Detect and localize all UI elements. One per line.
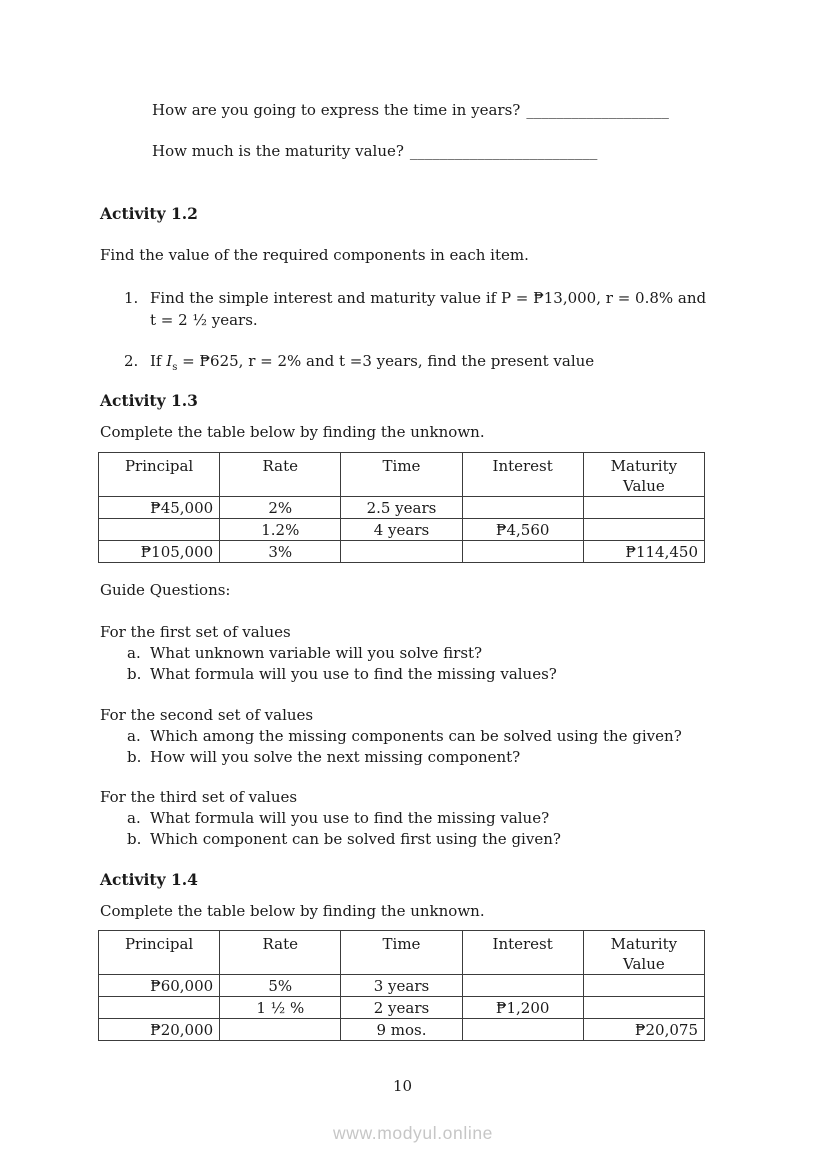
guide-subitem	[127, 829, 707, 850]
cell-time: 3 years	[341, 975, 462, 997]
col-header-maturity-value	[583, 453, 704, 497]
cell-maturity	[583, 497, 704, 519]
subitem-text: What formula will you use to find the missing value?	[150, 809, 550, 827]
table-row	[99, 519, 705, 541]
table-header-row	[99, 453, 705, 497]
cell-rate: 1 ½ %	[220, 997, 341, 1019]
cell-time: 4 years	[341, 519, 462, 541]
cell-maturity: ₱20,075	[583, 1019, 704, 1041]
variable-symbol: I	[166, 352, 173, 370]
subitem-text: Which component can be solved first using the given?	[150, 830, 561, 848]
col-header-principal: Principal	[99, 453, 220, 497]
variable-subscript: s	[172, 362, 178, 373]
activity-1-3-intro: Complete the table below by finding the unknown.	[100, 423, 485, 441]
cell-rate	[220, 1019, 341, 1041]
cell-rate: 5%	[220, 975, 341, 997]
guide-subitem	[127, 808, 707, 829]
guide-set-2-label: For the second set of values	[100, 706, 314, 724]
cell-interest	[462, 975, 583, 997]
subitem-letter: a.	[127, 809, 141, 827]
cell-maturity: ₱114,450	[583, 541, 704, 563]
subitem-text: How will you solve the next missing component?	[150, 748, 521, 766]
subitem-text: Which among the missing components can be solved using the given?	[150, 727, 682, 745]
cell-rate: 1.2%	[220, 519, 341, 541]
cell-principal	[99, 519, 220, 541]
activity-1-3-table	[98, 452, 705, 563]
activity-1-3-title: Activity 1.3	[100, 391, 198, 410]
question-maturity-value	[152, 141, 597, 162]
subitem-letter: b.	[127, 830, 142, 848]
item-prefix: If	[150, 352, 167, 370]
col-header-rate: Rate	[220, 453, 341, 497]
numbered-item-2	[124, 350, 710, 379]
answer-blank: _________________________	[409, 142, 598, 160]
table-row	[99, 975, 705, 997]
item-text	[150, 287, 710, 331]
cell-interest: ₱4,560	[462, 519, 583, 541]
activity-1-2-title: Activity 1.2	[100, 204, 198, 223]
activity-1-4-title: Activity 1.4	[100, 870, 198, 889]
answer-blank: ___________________	[526, 101, 669, 119]
guide-questions-title: Guide Questions:	[100, 581, 231, 599]
subitem-letter: a.	[127, 644, 141, 662]
table-row	[99, 1019, 705, 1041]
item-number: 1.	[124, 289, 139, 307]
question-express-time	[152, 100, 669, 121]
cell-principal	[99, 997, 220, 1019]
col-header-time: Time	[341, 931, 462, 975]
activity-1-4-intro: Complete the table below by finding the unknown.	[100, 902, 485, 920]
item-number: 2.	[124, 352, 139, 370]
cell-rate: 2%	[220, 497, 341, 519]
col-header-interest: Interest	[462, 453, 583, 497]
col-header-maturity-label: Maturity Value	[610, 457, 678, 495]
cell-principal: ₱105,000	[99, 541, 220, 563]
page-number: 10	[392, 1077, 413, 1095]
cell-principal: ₱60,000	[99, 975, 220, 997]
cell-interest: ₱1,200	[462, 997, 583, 1019]
subitem-text: What unknown variable will you solve first?	[150, 644, 483, 662]
numbered-item-1	[124, 287, 710, 331]
cell-time: 2.5 years	[341, 497, 462, 519]
guide-subitem	[127, 747, 707, 768]
activity-1-4-table	[98, 930, 705, 1041]
cell-principal: ₱20,000	[99, 1019, 220, 1041]
cell-time: 9 mos.	[341, 1019, 462, 1041]
guide-subitem	[127, 643, 707, 664]
item-text	[150, 350, 710, 379]
guide-subitem	[127, 664, 707, 685]
item-line-2: t = 2 ½ years.	[150, 311, 258, 329]
activity-1-2-intro: Find the value of the required components in each item.	[100, 246, 529, 264]
cell-interest	[462, 497, 583, 519]
guide-set-1-label: For the first set of values	[100, 623, 291, 641]
subitem-letter: b.	[127, 665, 142, 683]
table-row	[99, 497, 705, 519]
col-header-interest: Interest	[462, 931, 583, 975]
cell-principal: ₱45,000	[99, 497, 220, 519]
item-rest: = ₱625, r = 2% and t =3 years, find the present value	[177, 352, 595, 370]
table-row	[99, 541, 705, 563]
guide-subitem	[127, 726, 707, 747]
col-header-maturity-value	[583, 931, 704, 975]
cell-time: 2 years	[341, 997, 462, 1019]
subitem-letter: a.	[127, 727, 141, 745]
table-header-row	[99, 931, 705, 975]
watermark: www.modyul.online	[333, 1123, 493, 1143]
subitem-letter: b.	[127, 748, 142, 766]
col-header-maturity-label: Maturity Value	[610, 935, 678, 973]
item-line-1: Find the simple interest and maturity value if P = ₱13,000, r = 0.8% and	[150, 289, 707, 307]
col-header-rate: Rate	[220, 931, 341, 975]
cell-maturity	[583, 975, 704, 997]
cell-interest	[462, 541, 583, 563]
subitem-text: What formula will you use to find the missing values?	[150, 665, 557, 683]
cell-interest	[462, 1019, 583, 1041]
question-text: How are you going to express the time in years?	[152, 101, 521, 119]
cell-rate: 3%	[220, 541, 341, 563]
table-row	[99, 997, 705, 1019]
cell-maturity	[583, 519, 704, 541]
question-text: How much is the maturity value?	[152, 142, 404, 160]
col-header-principal: Principal	[99, 931, 220, 975]
guide-set-3-label: For the third set of values	[100, 788, 298, 806]
cell-time	[341, 541, 462, 563]
cell-maturity	[583, 997, 704, 1019]
col-header-time: Time	[341, 453, 462, 497]
